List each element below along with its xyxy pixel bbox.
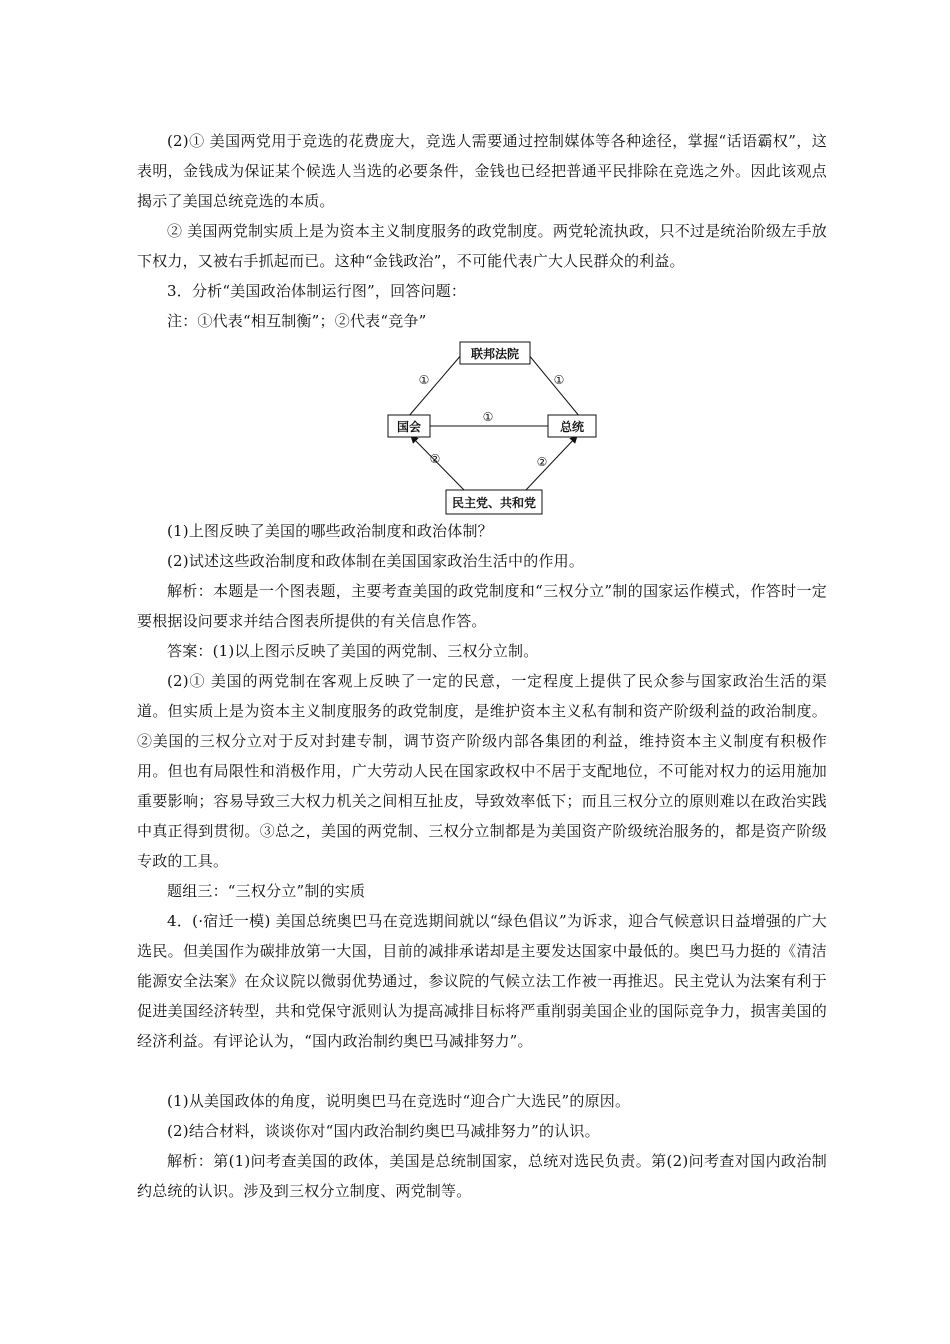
node-president — [548, 415, 596, 437]
paragraph-q4-subquestion-2: (2)结合材料，谈谈你对“国内政治制约奥巴马减排努力”的认识。 — [167, 1122, 600, 1140]
paragraph-question-3: 3．分析“美国政治体制运行图”，回答问题： — [167, 282, 467, 300]
mark-competition-right: ② — [536, 455, 548, 469]
node-president-label: 总统 — [559, 420, 585, 434]
paragraph-note: 注：①代表“相互制衡”；②代表“竞争” — [167, 312, 427, 330]
paragraph-question-4: 4．(·宿迁一模) 美国总统奥巴马在竞选期间就以“绿色倡议”为诉求，迎合气候意识日益增强的广大选民。但美国作为碳排放第一大国，目前的减排承诺却是主要发达国家中最低的。奥巴马力挺的《清洁能源安全法案》在众议院以微弱优势通过，参议院的气候立法工作被一再推迟。民主党认为法案有利于促进美国经济转型，共和党保守派则认为提高减排目标将严重削弱美国企业的国际竞争力，损害美国的经济利益。有评论认为，“国内政治制约奥巴马减排努力”。 — [137, 912, 827, 1050]
paragraph-answer-3-2: (2)① 美国的两党制在客观上反映了一定的民意，一定程度上提供了民众参与国家政治生活的渠道。但实质上是为资本主义制度服务的政党制度，是维护资本主义私有制和资产阶级利益的政治制度。②美国的三权分立对于反对封建专制，调节资产阶级内部各集团的利益，维持资本主义制度有积极作用。但也有局限性和消极作用，广大劳动人民在国家政权中不居于支配地位，不可能对权力的运用施加重要影响；容易导致三大权力机关之间相互扯皮，导致效率低下；而且三权分立的原则难以在政治实践中真正得到贯彻。③总之，美国的两党制、三权分立制都是为美国资产阶级统治服务的，都是资产阶级专政的工具。 — [137, 672, 827, 870]
mark-competition-left: ② — [429, 452, 441, 466]
node-parties — [446, 490, 542, 514]
paragraph-q4-subquestion-1: (1)从美国政体的角度，说明奥巴马在竞选时“迎合广大选民”的原因。 — [167, 1092, 631, 1110]
paragraph-group-heading: 题组三：“三权分立”制的实质 — [167, 882, 366, 900]
paragraph-subquestion-1: (1)上图反映了美国的哪些政治制度和政治体制？ — [167, 522, 493, 540]
us-political-system-diagram — [380, 335, 610, 520]
paragraph-analysis-3: 解析：本题是一个图表题，主要考查美国的政党制度和“三权分立”制的国家运作模式，作答时一定要根据设问要求并结合图表所提供的有关信息作答。 — [137, 582, 827, 630]
node-parties-label: 民主党、共和党 — [451, 496, 537, 510]
paragraph-answer-2-1: (2)① 美国两党用于竞选的花费庞大，竞选人需要通过控制媒体等各种途径，掌握“话语霸权”，这表明，金钱成为保证某个候选人当选的必要条件，金钱也已经把普通平民排除在竞选之外。因此该观点揭示了美国总统竞选的本质。 — [137, 132, 827, 210]
mark-balance-middle: ① — [482, 410, 494, 424]
mark-balance-left: ① — [418, 373, 430, 387]
node-congress — [388, 415, 430, 437]
node-federal-court-label: 联邦法院 — [470, 347, 520, 361]
mark-balance-right: ① — [553, 373, 565, 387]
node-congress-label: 国会 — [396, 420, 422, 434]
paragraph-answer-2-2: ② 美国两党制实质上是为资本主义制度服务的政党制度。两党轮流执政，只不过是统治阶级左手放下权力，又被右手抓起而已。这种“金钱政治”，不可能代表广大人民群众的利益。 — [137, 222, 827, 270]
node-federal-court — [460, 342, 530, 364]
paragraph-answer-3-1: 答案：(1)以上图示反映了美国的两党制、三权分立制。 — [167, 642, 539, 660]
paragraph-subquestion-2: (2)试述这些政治制度和政体制在美国国家政治生活中的作用。 — [167, 552, 585, 570]
paragraph-analysis-4: 解析：第(1)问考查美国的政体，美国是总统制国家，总统对选民负责。第(2)问考查对国内政治制约总统的认识。涉及到三权分立制度、两党制等。 — [137, 1152, 827, 1200]
